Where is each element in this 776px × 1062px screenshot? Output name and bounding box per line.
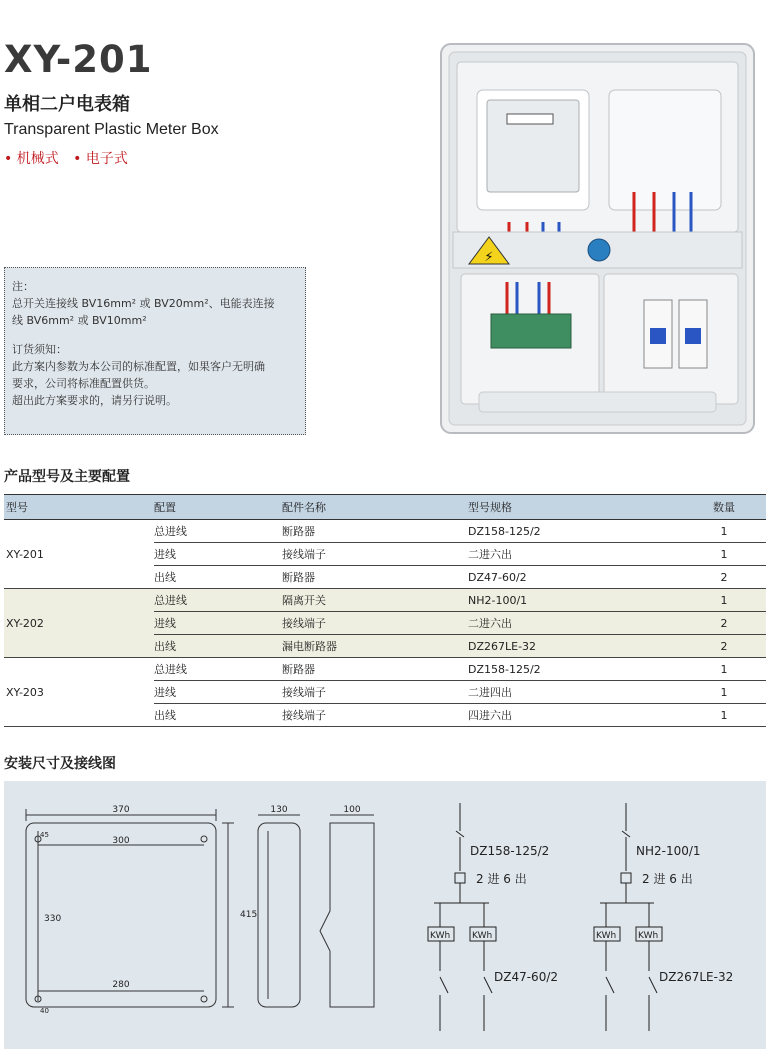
col-part: 配件名称	[282, 495, 468, 520]
part-cell: 漏电断路器	[282, 635, 468, 658]
dim-width: 370	[112, 805, 130, 815]
spec-cell: DZ158-125/2	[468, 658, 682, 681]
col-qty: 数量	[682, 495, 766, 520]
order-line: 超出此方案要求的，请另行说明。	[12, 394, 177, 407]
dim-bottom-offset: 40	[40, 1007, 49, 1015]
part-cell: 接线端子	[282, 612, 468, 635]
right-terminal: 2 进 6 出	[642, 872, 693, 886]
config-cell: 总进线	[154, 658, 282, 681]
dim-height: 415	[240, 910, 258, 920]
spec-cell: DZ158-125/2	[468, 520, 682, 543]
product-title-chinese: 单相二户电表箱	[4, 94, 130, 115]
table-heading: 产品型号及主要配置	[4, 469, 130, 485]
dim-hole-width-bottom: 280	[112, 980, 130, 990]
dim-side-depth: 130	[270, 805, 288, 815]
meter-right-window	[609, 90, 721, 210]
qty-cell: 1	[682, 543, 766, 566]
spec-cell: 二进六出	[468, 543, 682, 566]
spec-cell: 四进六出	[468, 704, 682, 727]
installation-diagram	[4, 781, 766, 1049]
qty-cell: 1	[682, 589, 766, 612]
config-cell: 出线	[154, 704, 282, 727]
diagram-heading: 安装尺寸及接线图	[4, 756, 116, 772]
spec-cell: NH2-100/1	[468, 589, 682, 612]
right-main-switch: NH2-100/1	[636, 844, 701, 858]
qty-cell: 2	[682, 566, 766, 589]
note-line: 总开关连接线 BV16mm² 或 BV20mm²、电能表连接	[12, 297, 275, 310]
wiring-diagram-right	[594, 803, 662, 1031]
note-line: 线 BV6mm² 或 BV10mm²	[12, 314, 147, 327]
col-config: 配置	[154, 495, 282, 520]
order-line: 此方案内参数为本公司的标准配置，如果客户无明确	[12, 360, 265, 373]
wiring-diagram-left	[428, 803, 496, 1031]
col-spec: 型号规格	[468, 495, 682, 520]
side-view-1	[258, 815, 300, 1007]
note-label: 注：	[12, 280, 34, 293]
qty-cell: 1	[682, 520, 766, 543]
meter-type-list	[4, 148, 138, 168]
right-output-breaker: DZ267LE-32	[659, 970, 734, 984]
config-cell: 出线	[154, 566, 282, 589]
right-meter-1: KWh	[596, 931, 617, 941]
model-cell: XY-202	[4, 589, 154, 658]
config-cell: 进线	[154, 681, 282, 704]
model-title: XY-201	[4, 38, 153, 81]
model-cell: XY-201	[4, 520, 154, 589]
table-row	[4, 658, 766, 681]
table-row	[4, 589, 766, 612]
meter-counter	[507, 114, 553, 124]
spec-cell: DZ47-60/2	[468, 566, 682, 589]
spec-cell: 二进六出	[468, 612, 682, 635]
part-cell: 断路器	[282, 520, 468, 543]
product-photo	[439, 42, 756, 435]
order-label: 订货须知：	[12, 343, 67, 356]
dim-hole-height: 330	[44, 914, 62, 924]
table-row	[4, 520, 766, 543]
part-cell: 接线端子	[282, 681, 468, 704]
spec-cell: DZ267LE-32	[468, 635, 682, 658]
qty-cell: 1	[682, 681, 766, 704]
col-model: 型号	[4, 495, 154, 520]
part-cell: 断路器	[282, 658, 468, 681]
terminal-block	[491, 314, 571, 348]
config-cell: 进线	[154, 543, 282, 566]
qty-cell: 2	[682, 612, 766, 635]
meter-type-electronic: • 电子式	[73, 151, 128, 167]
config-cell: 总进线	[154, 589, 282, 612]
left-output-breaker: DZ47-60/2	[494, 970, 559, 984]
seal-button	[588, 239, 610, 261]
right-meter-2: KWh	[638, 931, 659, 941]
notes-box	[4, 267, 306, 435]
part-cell: 隔离开关	[282, 589, 468, 612]
dim-top-offset: 45	[40, 831, 49, 839]
order-line: 要求，公司将标准配置供货。	[12, 377, 155, 390]
meter-type-mechanical: • 机械式	[4, 151, 59, 167]
config-cell: 出线	[154, 635, 282, 658]
part-cell: 断路器	[282, 566, 468, 589]
left-main-breaker: DZ158-125/2	[470, 844, 550, 858]
product-title-english: Transparent Plastic Meter Box	[4, 121, 219, 138]
warning-symbol: ⚡	[484, 250, 494, 265]
qty-cell: 2	[682, 635, 766, 658]
dim-hole-width: 300	[112, 836, 130, 846]
left-terminal: 2 进 6 出	[476, 872, 527, 886]
part-cell: 接线端子	[282, 543, 468, 566]
qty-cell: 1	[682, 704, 766, 727]
left-meter-2: KWh	[472, 931, 493, 941]
front-view	[26, 809, 234, 1007]
table-header-row	[4, 495, 766, 520]
part-cell: 接线端子	[282, 704, 468, 727]
config-cell: 进线	[154, 612, 282, 635]
model-cell: XY-203	[4, 658, 154, 727]
spec-cell: 二进四出	[468, 681, 682, 704]
side-view-2	[320, 815, 374, 1007]
dim-side-depth-2: 100	[343, 805, 361, 815]
left-meter-1: KWh	[430, 931, 451, 941]
config-cell: 总进线	[154, 520, 282, 543]
qty-cell: 1	[682, 658, 766, 681]
spec-table	[4, 494, 766, 727]
